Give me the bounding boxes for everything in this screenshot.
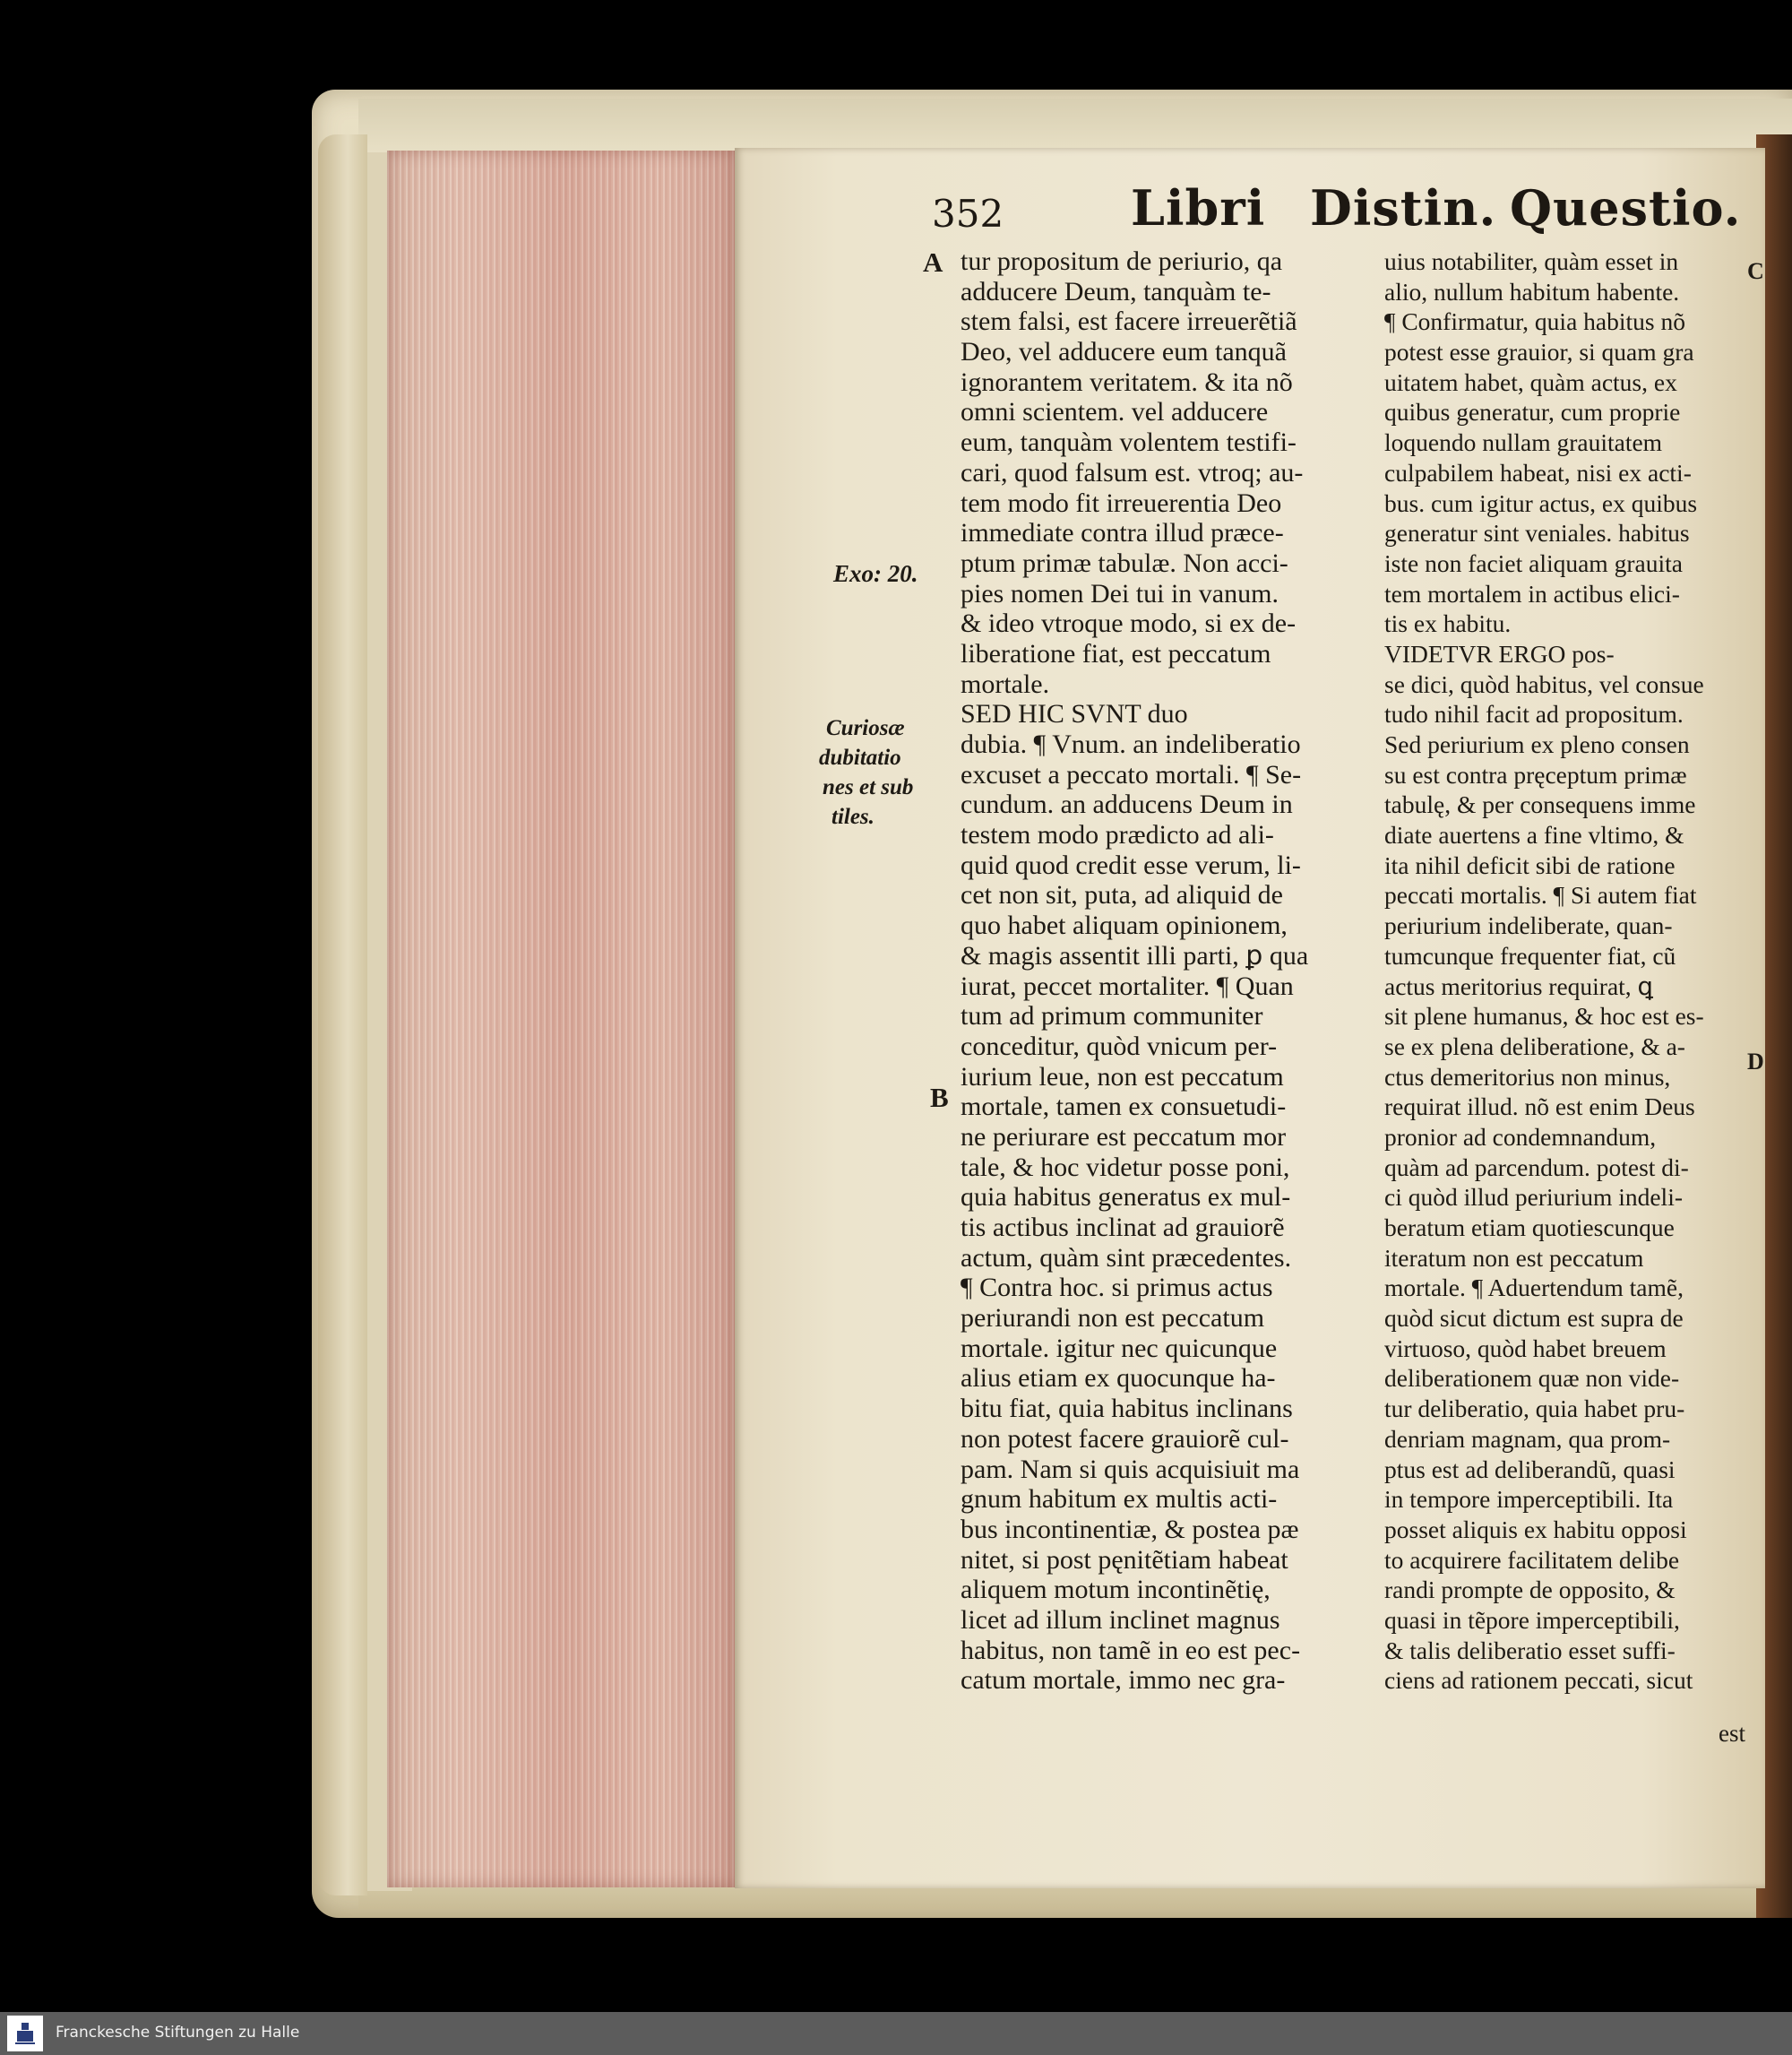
text-line: VIDETVR ERGO pos- — [1384, 639, 1615, 668]
cover-left-edge — [318, 134, 367, 1895]
text-line: iteratum non est peccatum — [1384, 1243, 1644, 1272]
text-line: nitet, si post pęnitẽtiam habeat — [961, 1544, 1288, 1575]
margin-letter-c: C — [1747, 258, 1764, 284]
text-line: & ideo vtroque modo, si ex de- — [961, 609, 1297, 639]
text-line: aliquem motum incontinẽtię, — [961, 1575, 1271, 1605]
text-line: quia habitus generatus ex mul- — [961, 1182, 1291, 1213]
text-line: quo habet aliquam opinionem, — [961, 911, 1288, 941]
text-line: posset aliquis ex habitu opposi — [1384, 1515, 1687, 1543]
text-line: catum mortale, immo nec gra- — [961, 1665, 1286, 1696]
text-line: beratum etiam quotiescunque — [1384, 1213, 1675, 1241]
text-line: & magis assentit illi parti, ꝑ qua — [961, 940, 1309, 971]
margin-reference: Exo: 20. — [833, 560, 918, 587]
text-line: randi prompte de opposito, & — [1384, 1576, 1676, 1604]
institution-name: Franckesche Stiftungen zu Halle — [56, 2024, 300, 2042]
margin-letter-d: D — [1747, 1049, 1764, 1075]
text-line: ne periurare est peccatum mor — [961, 1121, 1287, 1152]
text-line: ita nihil deficit sibi de ratione — [1384, 850, 1676, 879]
text-line: gnum habitum ex multis acti- — [961, 1484, 1278, 1515]
text-line: bus. cum igitur actus, ex quibus — [1384, 488, 1698, 517]
text-line: alio, nullum habitum habente. — [1384, 277, 1680, 306]
text-line: culpabilem habeat, nisi ex acti- — [1384, 458, 1692, 487]
text-line: quòd sicut dictum est supra de — [1384, 1304, 1684, 1333]
text-line: virtuoso, quòd habet breuem — [1384, 1334, 1667, 1362]
text-line: diate auertens a fine vltimo, & — [1384, 821, 1684, 850]
text-line: quibus generatur, cum proprie — [1384, 398, 1681, 427]
text-line: se ex plena deliberatione, & a- — [1384, 1032, 1685, 1060]
text-line: tabulę, & per consequens imme — [1384, 790, 1696, 819]
text-line: excuset a peccato mortali. ¶ Se- — [961, 759, 1302, 790]
text-line: tudo nihil facit ad propositum. — [1384, 700, 1684, 729]
margin-letter-b: B — [930, 1082, 949, 1113]
text-line: pies nomen Dei tui in vanum. — [961, 578, 1279, 609]
text-line: tem modo fit irreuerentia Deo — [961, 488, 1282, 518]
text-line: se dici, quòd habitus, vel consue — [1384, 669, 1704, 698]
text-line: mortale. ¶ Aduertendum tamẽ, — [1384, 1274, 1684, 1302]
margin-note-line: tiles. — [831, 805, 874, 829]
margin-note-line: nes et sub — [823, 775, 914, 799]
text-line: alius etiam ex quocunque ha- — [961, 1363, 1276, 1394]
text-line: conceditur, quòd vnicum per- — [961, 1031, 1278, 1061]
text-line: peccati mortalis. ¶ Si autem fiat — [1384, 881, 1697, 910]
text-line: ¶ Confirmatur, quia habitus nõ — [1384, 307, 1685, 336]
text-line: non potest facere grauiorẽ cul- — [961, 1423, 1289, 1454]
text-line: ctus demeritorius non minus, — [1384, 1062, 1671, 1091]
text-line: bus incontinentiæ, & postea pæ — [961, 1514, 1299, 1544]
text-line: denriam magnam, qua prom- — [1384, 1424, 1671, 1453]
margin-note-line: Curiosæ — [826, 716, 905, 740]
margin-note-line: dubitatio — [819, 746, 901, 770]
footer-bar — [0, 2012, 1792, 2055]
header-word-libri: Libri — [1131, 179, 1266, 237]
text-line: actus meritorius requirat, ꝗ — [1384, 971, 1654, 1000]
text-line: in tempore imperceptibili. Ita — [1384, 1485, 1674, 1514]
text-line: Deo, vel adducere eum tanquã — [961, 337, 1287, 367]
text-line: pronior ad condemnandum, — [1384, 1122, 1657, 1151]
header-word-questio: Questio. — [1510, 179, 1742, 237]
text-line: tum ad primum communiter — [961, 1001, 1263, 1032]
text-line: mortale. — [961, 669, 1050, 699]
text-line: sit plene humanus, & hoc est es- — [1384, 1002, 1704, 1031]
text-line: loquendo nullam grauitatem — [1384, 428, 1663, 457]
text-line: ¶ Contra hoc. si primus actus — [961, 1273, 1273, 1303]
text-line: tis actibus inclinat ad grauiorẽ — [961, 1213, 1285, 1242]
text-line: ignorantem veritatem. & ita nõ — [961, 367, 1293, 397]
text-line: tur propositum de periurio, qa — [961, 246, 1283, 276]
text-line: licet ad illum inclinet magnus — [961, 1604, 1280, 1635]
right-text-column — [1384, 246, 1704, 1696]
text-line: ptum primæ tabulæ. Non acci- — [961, 548, 1288, 578]
text-line: omni scientem. vel adducere — [961, 397, 1269, 427]
text-line: immediate contra illud præce- — [961, 518, 1284, 548]
text-line: tale, & hoc videtur posse poni, — [961, 1152, 1290, 1182]
text-line: actum, quàm sint præcedentes. — [961, 1242, 1292, 1273]
text-line: tem mortalem in actibus elici- — [1384, 579, 1680, 608]
text-line: testem modo prædicto ad ali- — [961, 820, 1274, 850]
text-line: quasi in tẽpore imperceptibili, — [1384, 1605, 1680, 1634]
text-line: to acquirere facilitatem delibe — [1384, 1545, 1680, 1574]
left-text-column — [961, 246, 1308, 1696]
text-line: tis ex habitu. — [1384, 609, 1512, 638]
text-line: & talis deliberatio esset suffi- — [1384, 1636, 1676, 1664]
text-line: mortale, tamen ex consuetudi- — [961, 1092, 1287, 1122]
text-line: requirat illud. nõ est enim Deus — [1384, 1092, 1695, 1121]
red-sprinkled-page-block — [387, 151, 735, 1887]
text-line: liberatione fiat, est peccatum — [961, 638, 1271, 669]
text-line: cundum. an adducens Deum in — [961, 790, 1293, 820]
text-line: adducere Deum, tanquàm te- — [961, 276, 1271, 307]
text-line: pam. Nam si quis acquisiuit ma — [961, 1454, 1300, 1484]
text-line: uius notabiliter, quàm esset in — [1384, 247, 1679, 275]
text-line: periurandi non est peccatum — [961, 1303, 1265, 1334]
cover-top-edge — [358, 99, 1792, 154]
text-line: iurium leue, non est peccatum — [961, 1061, 1284, 1092]
page-number: 352 — [932, 192, 1004, 236]
text-line: habitus, non tamẽ in eo est pec- — [961, 1635, 1301, 1665]
text-line: ci quòd illud periurium indeli- — [1384, 1183, 1683, 1212]
institution-logo — [7, 2016, 43, 2051]
text-line: eum, tanquàm volentem testifi- — [961, 427, 1297, 458]
text-line: quàm ad parcendum. potest di- — [1384, 1153, 1689, 1181]
text-line: stem falsi, est facere irreuerẽtiã — [961, 307, 1297, 337]
text-line: su est contra pręceptum primæ — [1384, 760, 1687, 789]
text-line: mortale. igitur nec quicunque — [961, 1333, 1278, 1363]
margin-letter-a: A — [923, 246, 943, 278]
text-line: tumcunque frequenter fiat, cũ — [1384, 941, 1676, 970]
header-word-distin: Distin. — [1310, 179, 1497, 237]
text-line: ciens ad rationem peccati, sicut — [1384, 1666, 1693, 1695]
text-line: deliberationem quæ non vide- — [1384, 1364, 1680, 1393]
text-line: uitatem habet, quàm actus, ex — [1384, 367, 1677, 396]
text-line: tur deliberatio, quia habet pru- — [1384, 1394, 1685, 1423]
text-line: SED HIC SVNT duo — [961, 699, 1188, 730]
text-line: periurium indeliberate, quan- — [1384, 911, 1673, 940]
text-line: iurat, peccet mortaliter. ¶ Quan — [961, 971, 1294, 1001]
catchword: est — [1719, 1720, 1745, 1747]
text-line: cet non sit, puta, ad aliquid de — [961, 880, 1283, 911]
text-line: dubia. ¶ Vnum. an indeliberatio — [961, 730, 1301, 759]
text-line: potest esse grauior, si quam gra — [1384, 338, 1694, 367]
text-line: cari, quod falsum est. vtroq; au- — [961, 457, 1304, 488]
text-line: bitu fiat, quia habitus inclinans — [961, 1394, 1293, 1424]
text-line: ptus est ad deliberandũ, quasi — [1384, 1455, 1676, 1483]
text-line: quid quod credit esse verum, li- — [961, 850, 1301, 880]
text-line: iste non faciet aliquam grauita — [1384, 548, 1683, 577]
text-line: Sed periurium ex pleno consen — [1384, 730, 1690, 758]
text-line: generatur sint veniales. habitus — [1384, 519, 1690, 548]
